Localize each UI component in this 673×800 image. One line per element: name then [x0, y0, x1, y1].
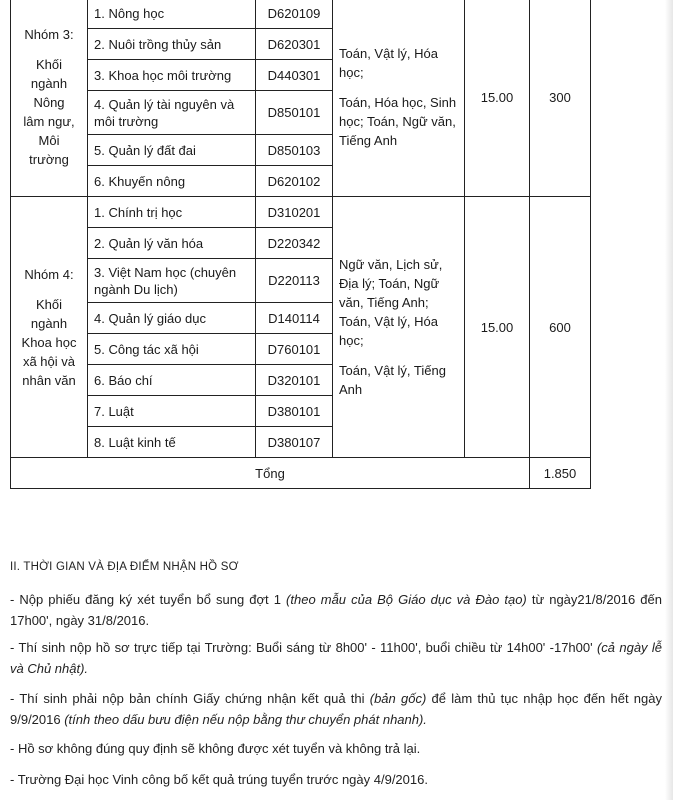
group-label-line: ngành — [30, 76, 68, 91]
group-label-line: nhân văn — [22, 372, 76, 388]
major-name: 1. Chính trị học — [88, 197, 256, 228]
paragraph-original-certificate — [10, 688, 662, 730]
group-label-line: Nhóm 3: — [24, 27, 74, 42]
subject-combinations — [333, 0, 465, 197]
group-3-label — [11, 0, 88, 197]
group-label-line: Khoa học — [21, 334, 77, 350]
italic-note: (tính theo dấu bưu điện nếu nộp bằng thư chuyển phát nhanh). — [64, 712, 427, 727]
major-code: D320101 — [256, 365, 333, 396]
section-title: II. THỜI GIAN VÀ ĐỊA ĐIỂM NHẬN HỒ SƠ — [10, 561, 239, 573]
major-name: 6. Báo chí — [88, 365, 256, 396]
major-name: 6. Khuyến nông — [88, 166, 256, 197]
group-label-line: ngành — [30, 315, 68, 331]
italic-note: (cả ngày lễ và Chủ nhật). — [10, 640, 663, 676]
group-label-line: xã hội và — [22, 353, 76, 369]
major-code: D440301 — [256, 60, 333, 91]
italic-note: (theo mẫu của Bộ Giáo dục và Đào tạo) — [286, 592, 527, 607]
group-label-line: Khối — [35, 296, 63, 312]
major-name: 1. Nông học — [88, 0, 256, 29]
group-label-line: Nông — [33, 95, 65, 110]
page-edge-shadow — [665, 0, 673, 800]
major-name: 4. Quản lý tài nguyên và môi trường — [88, 91, 256, 135]
admission-table — [10, 0, 591, 489]
text-span: - Thí sinh phải nộp bản chính Giấy chứng nhận kết quả thi — [10, 691, 370, 706]
paragraph-direct-submission — [10, 637, 662, 679]
group-label-line: Môi — [38, 133, 60, 148]
major-code: D380101 — [256, 396, 333, 427]
major-name: 5. Công tác xã hội — [88, 334, 256, 365]
major-name: 4. Quản lý giáo dục — [88, 303, 256, 334]
table-row — [11, 197, 591, 228]
group-4-label — [11, 197, 88, 458]
major-code: D310201 — [256, 197, 333, 228]
group-label-line: trường — [29, 152, 69, 167]
major-code: D760101 — [256, 334, 333, 365]
total-value: 1.850 — [530, 458, 591, 489]
major-code: D850101 — [256, 91, 333, 135]
major-name: 2. Nuôi trồng thủy sản — [88, 29, 256, 60]
paragraph-registration — [10, 589, 662, 631]
major-code: D220342 — [256, 228, 333, 259]
subject-combinations — [333, 197, 465, 458]
major-name: 8. Luật kinh tế — [88, 427, 256, 458]
min-score: 15.00 — [465, 197, 530, 458]
major-name: 3. Khoa học môi trường — [88, 60, 256, 91]
major-name: 2. Quản lý văn hóa — [88, 228, 256, 259]
group-label-line: Khối — [35, 57, 63, 72]
quota: 300 — [530, 0, 591, 197]
text-span: - Thí sinh nộp hồ sơ trực tiếp tại Trường: Buổi sáng từ 8h00' - 11h00', buổi chiều từ 14h00' -17h00' — [10, 640, 597, 655]
total-row — [11, 458, 591, 489]
major-name: 7. Luật — [88, 396, 256, 427]
table-row — [11, 0, 591, 29]
subject-combo: Ngữ văn, Lịch sử, Địa lý; Toán, Ngữ văn, Tiếng Anh; Toán, Vật lý, Hóa học; — [339, 257, 443, 348]
text-span: để làm thủ tục nhập học đến hết ngày 9/9/2016 — [10, 691, 662, 727]
italic-note: (bản gốc) — [369, 691, 427, 706]
paragraph-results: - Trường Đại học Vinh công bố kết quả trúng tuyển trước ngày 4/9/2016. — [10, 772, 428, 787]
group-label-line: lâm ngư, — [23, 114, 75, 129]
major-code: D220113 — [256, 259, 333, 303]
quota: 600 — [530, 197, 591, 458]
major-code: D620109 — [256, 0, 333, 29]
total-label: Tổng — [11, 458, 530, 489]
subject-combo: Toán, Hóa học, Sinh học; Toán, Ngữ văn, Tiếng Anh — [339, 95, 457, 148]
major-code: D850103 — [256, 135, 333, 166]
subject-combo: Toán, Vật lý, Tiếng Anh — [339, 363, 446, 397]
subject-combo: Toán, Vật lý, Hóa học; — [339, 46, 438, 80]
group-label-line: Nhóm 4: — [24, 266, 74, 282]
major-code: D620102 — [256, 166, 333, 197]
paragraph-invalid-docs: - Hồ sơ không đúng quy định sẽ không được xét tuyển và không trả lại. — [10, 741, 421, 756]
min-score: 15.00 — [465, 0, 530, 197]
major-name: 5. Quản lý đất đai — [88, 135, 256, 166]
text-span: - Nộp phiếu đăng ký xét tuyển bổ sung đợt 1 — [10, 592, 287, 607]
major-name: 3. Việt Nam học (chuyên ngành Du lịch) — [88, 259, 256, 303]
text-span: từ ngày21/8/2016 đến 17h00', ngày 31/8/2016. — [10, 592, 662, 628]
major-code: D620301 — [256, 29, 333, 60]
major-code: D380107 — [256, 427, 333, 458]
major-code: D140114 — [256, 303, 333, 334]
